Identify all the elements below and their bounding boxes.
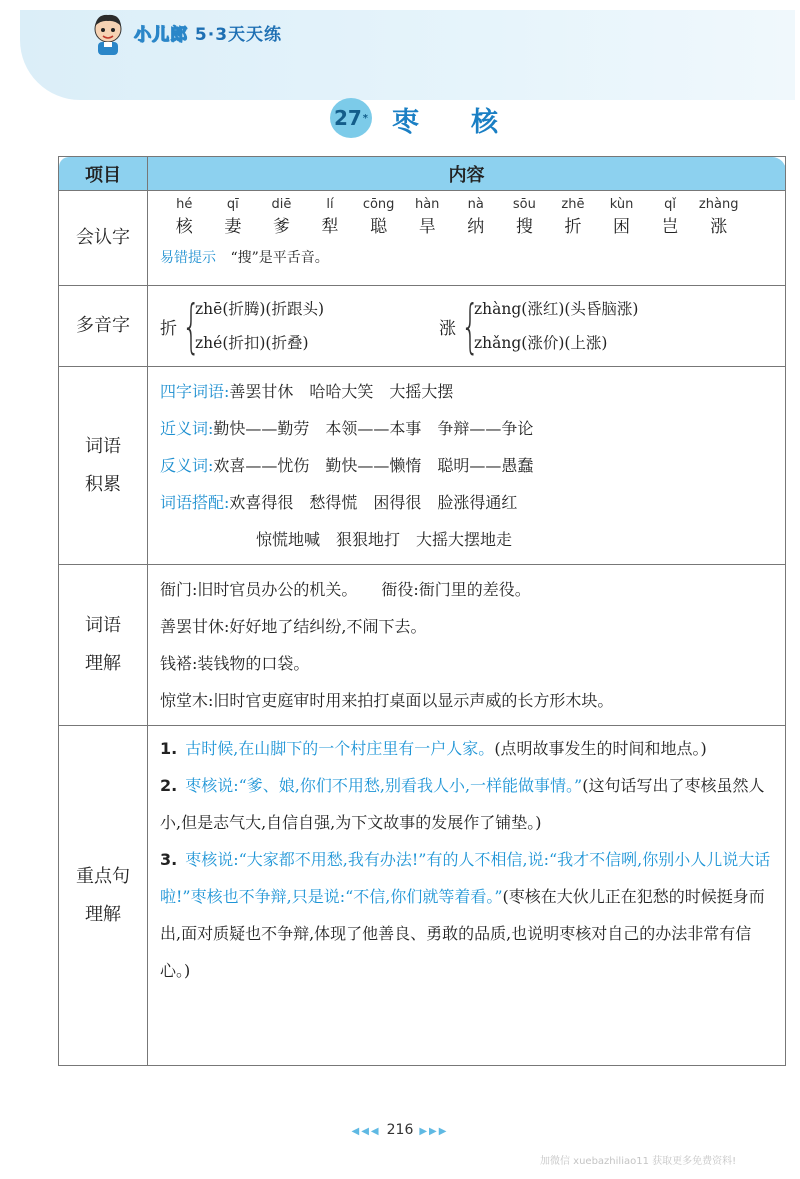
lesson-title-row <box>0 98 800 138</box>
char-grid <box>160 197 773 239</box>
lesson-number-badge <box>330 98 372 138</box>
table-header-row <box>59 157 786 191</box>
polyphone-char: 折 <box>160 318 177 339</box>
polyphone-reading: zhé(折扣)(折叠) <box>195 334 309 352</box>
synonyms-label: 近义词: <box>160 419 214 438</box>
hanzi: 聪 <box>370 217 388 237</box>
hanzi: 犁 <box>321 217 339 237</box>
pinyin: nà <box>467 197 484 212</box>
polyphone-reading: zhē(折腾)(折跟头) <box>195 300 325 318</box>
hanzi: 岂 <box>661 217 679 237</box>
content-vocab <box>148 367 786 565</box>
sentence-note: (这句话写出了枣核虽然人小,但是志气大,自信自强,为下文故事的发展作了铺垫。) <box>160 776 765 832</box>
hanzi: 困 <box>613 217 631 237</box>
sentence-number: 3. <box>160 850 178 869</box>
row-recognize <box>59 191 786 286</box>
hanzi: 折 <box>564 217 582 237</box>
char-cell <box>597 197 646 239</box>
definition-line: 善罢甘休:好好地了结纠纷,不闹下去。 <box>160 617 427 636</box>
four-char-text: 善罢甘休 哈哈大笑 大摇大摆 <box>229 382 454 401</box>
char-cell <box>403 197 452 239</box>
pinyin: hé <box>176 197 193 212</box>
sentence-number: 2. <box>160 776 178 795</box>
label-recognize: 会认字 <box>59 191 148 286</box>
hanzi: 旱 <box>418 217 436 237</box>
hanzi: 爹 <box>272 217 290 237</box>
row-vocab <box>59 367 786 565</box>
collocations-label: 词语搭配: <box>160 493 230 512</box>
sentence-number: 1. <box>160 739 178 758</box>
four-char-label: 四字词语: <box>160 382 230 401</box>
tip-label: 易错提示 <box>160 250 216 266</box>
label-meaning <box>59 565 148 726</box>
antonyms-label: 反义词: <box>160 456 214 475</box>
study-table <box>58 156 786 1066</box>
hanzi: 纳 <box>467 217 485 237</box>
brand-title <box>134 20 282 45</box>
definition-line: 钱褡:装钱物的口袋。 <box>160 654 310 673</box>
sentence-note: (点明故事发生的时间和地点。) <box>494 739 707 758</box>
char-cell <box>160 197 209 239</box>
sentence-quote: 古时候,在山脚下的一个村庄里有一户人家。 <box>185 739 495 758</box>
label-vocab-line2: 积累 <box>85 473 121 495</box>
page-footer <box>0 1122 800 1138</box>
pinyin: zhē <box>561 197 585 212</box>
key-sentence-2 <box>160 767 773 841</box>
content-recognize <box>148 191 786 286</box>
pinyin: hàn <box>414 197 440 212</box>
polyphone-reading: zhǎng(涨价)(上涨) <box>474 334 608 352</box>
synonyms-text: 勤快——勤劳 本领——本事 争辩——争论 <box>213 419 534 438</box>
char-cell <box>500 197 549 239</box>
boy-mascot-icon <box>88 12 128 56</box>
polyphone-group <box>439 292 638 360</box>
key-sentence-3 <box>160 841 773 989</box>
header-content: 内容 <box>148 157 786 191</box>
label-polyphone: 多音字 <box>59 286 148 367</box>
pinyin: qī <box>226 197 239 212</box>
char-cell <box>306 197 355 239</box>
tip-line <box>160 245 773 271</box>
content-polyphone <box>148 286 786 367</box>
definition-line: 惊堂木:旧时官吏庭审时用来拍打桌面以显示声威的长方形木块。 <box>160 691 614 710</box>
hanzi: 涨 <box>710 217 728 237</box>
hanzi: 核 <box>175 217 193 237</box>
label-key-line2: 理解 <box>85 903 121 925</box>
char-cell <box>257 197 306 239</box>
page-number: 216 <box>386 1122 414 1138</box>
char-cell <box>549 197 598 239</box>
synonyms <box>160 410 773 447</box>
lesson-number: 27 <box>333 106 362 130</box>
right-arrows-icon: ▶▶▶ <box>419 1126 449 1137</box>
char-cell <box>451 197 500 239</box>
pinyin: cōng <box>362 197 395 212</box>
brace-icon: { <box>461 292 480 360</box>
hanzi: 搜 <box>515 217 533 237</box>
collocations <box>160 484 773 521</box>
collocations-line2: 惊慌地喊 狠狠地打 大摇大摆地走 <box>256 530 513 549</box>
lesson-title: 枣核 <box>392 107 550 138</box>
lesson-marker: * <box>362 112 369 124</box>
char-cell <box>646 197 695 239</box>
polyphone-reading: zhàng(涨红)(头昏脑涨) <box>474 300 639 318</box>
pinyin: zhàng <box>698 197 739 212</box>
pinyin: qǐ <box>664 197 677 212</box>
pinyin: diē <box>271 197 292 212</box>
antonyms <box>160 447 773 484</box>
definition-line: 衙门:旧时官员办公的机关。 衙役:衙门里的差役。 <box>160 580 531 599</box>
brand-series: 5·3天天练 <box>194 25 283 45</box>
polyphone-list <box>160 288 773 364</box>
tip-text: “搜”是平舌音。 <box>230 250 329 266</box>
four-char-words <box>160 373 773 410</box>
sentence-note: (枣核在大伙儿正在犯愁的时候挺身而出,面对质疑也不争辩,体现了他善良、勇敢的品质,也说明枣核对自己的办法非常有信心。) <box>160 887 765 980</box>
label-vocab <box>59 367 148 565</box>
char-cell <box>209 197 258 239</box>
hanzi: 妻 <box>224 217 242 237</box>
label-vocab-line1: 词语 <box>85 435 121 457</box>
pinyin: kùn <box>609 197 634 212</box>
char-cell <box>354 197 403 239</box>
sentence-quote: 枣核说:“大家都不用愁,我有办法!”有的人不相信,说:“我才不信咧,你别小人儿说大话啦!”枣核也不争辩,只是说:“不信,你们就等着看。” <box>160 850 771 906</box>
brand-name: 小儿郎 <box>134 25 188 45</box>
label-meaning-line1: 词语 <box>85 615 121 636</box>
char-cell <box>694 197 743 239</box>
content-meaning <box>148 565 786 726</box>
label-meaning-line2: 理解 <box>85 653 121 674</box>
sentence-quote: 枣核说:“爹、娘,你们不用愁,别看我人小,一样能做事情。” <box>185 776 583 795</box>
pinyin: lí <box>326 197 334 212</box>
label-key-line1: 重点句 <box>76 865 130 887</box>
row-polyphone <box>59 286 786 367</box>
key-sentence-1 <box>160 730 773 767</box>
watermark: 加微信 xuebazhiliao11 获取更多免费资料! <box>540 1156 737 1167</box>
antonyms-text: 欢喜——忧伤 勤快——懒惰 聪明——愚蠢 <box>213 456 534 475</box>
row-key-sentences <box>59 726 786 1066</box>
header-item: 项目 <box>59 157 148 191</box>
left-arrows-icon: ◀◀◀ <box>351 1126 381 1137</box>
brace-icon: { <box>182 292 201 360</box>
pinyin: sōu <box>512 197 536 212</box>
label-key-sentences <box>59 726 148 1066</box>
polyphone-char: 涨 <box>439 318 456 339</box>
row-meaning <box>59 565 786 726</box>
content-key-sentences <box>148 726 786 1066</box>
polyphone-group <box>160 292 415 360</box>
collocations-text: 欢喜得很 愁得慌 困得很 脸涨得通红 <box>229 493 518 512</box>
